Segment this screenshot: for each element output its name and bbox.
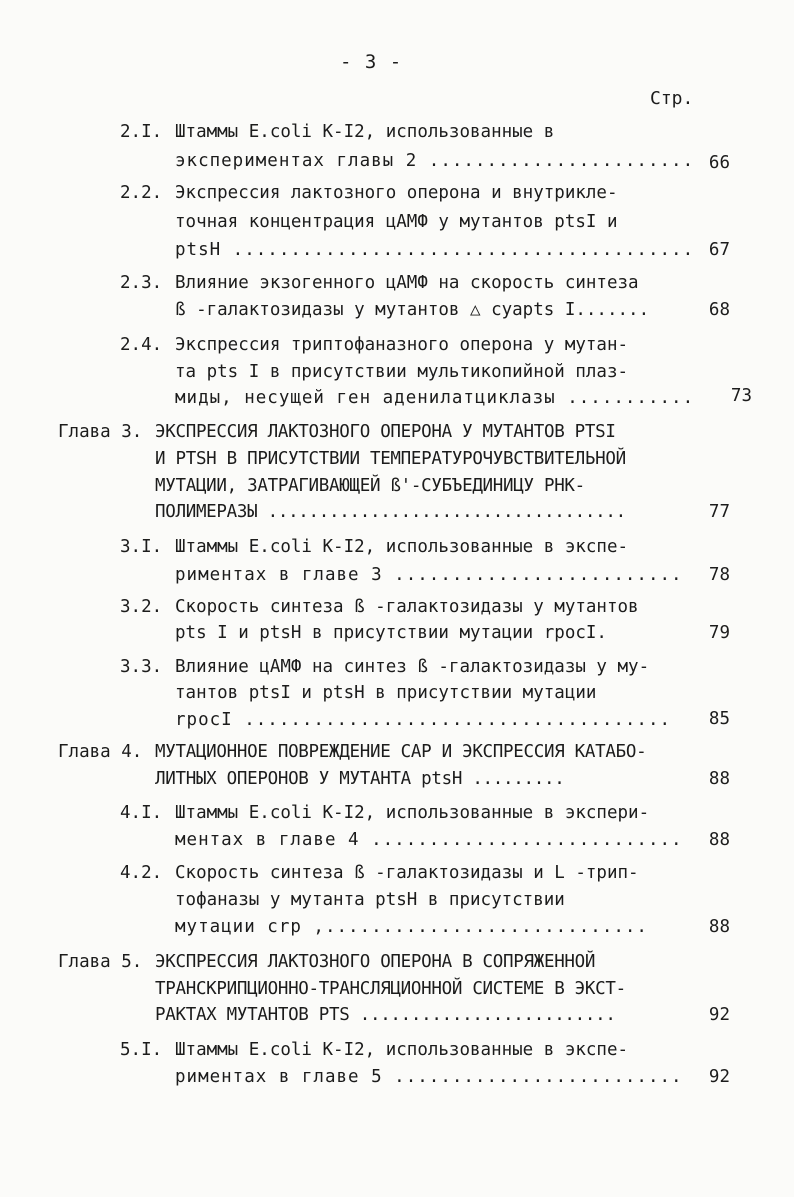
chapter-line: РАКТАХ МУТАНТОВ PTS .........................: [155, 1005, 616, 1025]
chapter-line: ТРАНСКРИПЦИОННО-ТРАНСЛЯЦИОННОЙ СИСТЕМЕ В ЭКСТ-: [155, 979, 626, 999]
entry-page: 92: [708, 1067, 730, 1087]
entry-number: 3.3.: [120, 657, 163, 677]
entry-line: ментах в главе 4 ...........................: [175, 830, 683, 850]
entry-number: 2.I.: [120, 122, 163, 142]
page-number: - 3 -: [340, 51, 403, 73]
entry-page: 68: [708, 300, 730, 320]
entry-line: pts I и ptsH в присутствии мутации rpocI.: [175, 623, 607, 643]
chapter-line: ЭКСПРЕССИЯ ЛАКТОЗНОГО ОПЕРОНА У МУТАНТОВ PTSI: [155, 422, 616, 442]
entry-line: Штаммы E.coli K-I2, использованные в: [175, 122, 555, 142]
entry-number: 3.I.: [120, 537, 163, 557]
entry-number: 5.I.: [120, 1040, 163, 1060]
entry-line: Штаммы E.coli K-I2, использованные в экспе-: [175, 537, 629, 557]
entry-page: 85: [708, 709, 730, 729]
entry-number: 2.2.: [120, 183, 163, 203]
entry-number: 2.3.: [120, 273, 163, 293]
entry-line: Экспрессия лактозного оперона и внутрикле-: [175, 183, 618, 203]
entry-line: риментах в главе 5 .........................: [175, 1067, 683, 1087]
entry-line: та pts I в присутствии мультикопийной плаз-: [175, 362, 629, 382]
entry-line: Скорость синтеза ß -галактозидазы у мутантов: [175, 597, 639, 617]
entry-line: тантов ptsI и ptsH в присутствии мутации: [175, 683, 597, 703]
entry-page: 78: [708, 565, 730, 585]
entry-line: Экспрессия триптофаназного оперона у мутан-: [175, 335, 629, 355]
chapter-number: Глава 4.: [58, 742, 143, 762]
entry-page: 77: [708, 502, 730, 522]
entry-number: 3.2.: [120, 597, 163, 617]
entry-line: Скорость синтеза ß -галактозидазы и L -трип-: [175, 863, 639, 883]
entry-page: 88: [708, 769, 730, 789]
chapter-number: Глава 3.: [58, 422, 143, 442]
entry-page: 67: [708, 240, 730, 260]
entry-line: ß -галактозидазы у мутантов △ cyapts I.......: [175, 300, 650, 320]
entry-line: точная концентрация цАМФ у мутантов ptsI и: [175, 212, 618, 232]
entry-page: 66: [708, 153, 730, 173]
chapter-line: И PTSH В ПРИСУТСТВИИ ТЕМПЕРАТУРОЧУВСТВИТЕЛЬНОЙ: [155, 449, 626, 469]
entry-line: Влияние экзогенного цАМФ на скорость синтеза: [175, 273, 639, 293]
chapter-line: ЛИТНЫХ ОПЕРОНОВ У МУТАНТА ptsH .........: [155, 769, 565, 789]
entry-line: Штаммы E.coli K-I2, использованные в экспе-: [175, 1040, 629, 1060]
entry-page: 88: [708, 830, 730, 850]
page-column-heading: Стр.: [650, 88, 694, 109]
entry-page: 88: [708, 917, 730, 937]
entry-number: 2.4.: [120, 335, 163, 355]
chapter-line: МУТАЦИОННОЕ ПОВРЕЖДЕНИЕ САР И ЭКСПРЕССИЯ КАТАБО-: [155, 742, 647, 762]
entry-line: ptsH ........................................: [175, 240, 695, 260]
entry-line: rpocI .....................................: [175, 710, 672, 730]
chapter-line: ПОЛИМЕРАЗЫ ...................................: [155, 502, 626, 522]
entry-line: миды, несущей ген аденилатциклазы ...........: [175, 388, 695, 408]
entry-page: 79: [708, 623, 730, 643]
entry-number: 4.I.: [120, 803, 163, 823]
entry-page: 73: [730, 386, 752, 406]
entry-line: риментах в главе 3 .........................: [175, 565, 683, 585]
entry-line: Влияние цАМФ на синтез ß -галактозидазы у му-: [175, 657, 650, 677]
entry-page: 92: [708, 1005, 730, 1025]
chapter-line: ЭКСПРЕССИЯ ЛАКТОЗНОГО ОПЕРОНА В СОПРЯЖЕННОЙ: [155, 952, 596, 972]
entry-line: Штаммы E.coli K-I2, использованные в экспери-: [175, 803, 650, 823]
entry-number: 4.2.: [120, 863, 163, 883]
entry-line: мутации crp ,............................: [175, 917, 648, 937]
chapter-line: МУТАЦИИ, ЗАТРАГИВАЮЩЕЙ ß'-СУБЪЕДИНИЦУ РНК-: [155, 476, 585, 496]
entry-line: тофаназы у мутанта ptsH в присутствии: [175, 890, 565, 910]
entry-line: экспериментах главы 2 .......................: [175, 151, 695, 171]
chapter-number: Глава 5.: [58, 952, 143, 972]
